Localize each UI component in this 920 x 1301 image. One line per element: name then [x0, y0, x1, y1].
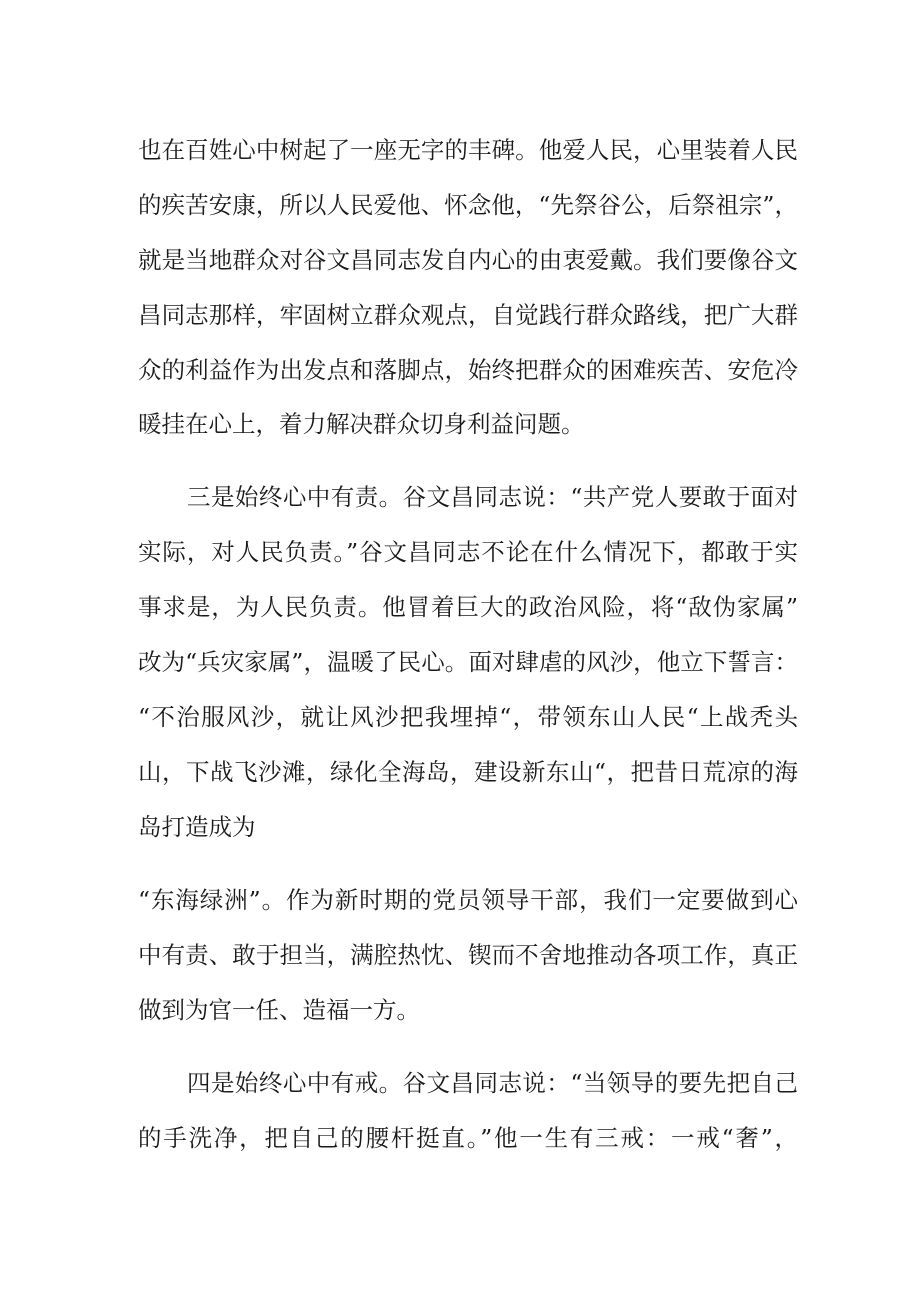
paragraph-2-line-7: 岛打造成为	[138, 813, 256, 841]
paragraph-4-line-2: 的手洗净，把自己的腰杆挺直。”他一生有三戒：一戒“奢”，	[138, 1124, 798, 1152]
paragraph-3-line-1: “东海绿洲”。作为新时期的党员领导干部，我们一定要做到心	[138, 886, 798, 914]
paragraph-1-line-2: 的疾苦安康，所以人民爱他、怀念他，“先祭谷公，后祭祖宗”，	[138, 191, 798, 219]
paragraph-2-line-6: 山，下战飞沙滩，绿化全海岛，建设新东山“，把昔日荒凉的海	[138, 758, 798, 786]
paragraph-3-line-2: 中有责、敢于担当，满腔热忱、锲而不舍地推动各项工作，真正	[138, 941, 798, 969]
paragraph-2-line-3: 事求是，为人民负责。他冒着巨大的政治风险，将“敌伪家属”	[138, 593, 798, 621]
paragraph-2-line-1: 三是始终心中有责。谷文昌同志说：“共产党人要敢于面对	[187, 483, 798, 511]
paragraph-1-line-6: 暖挂在心上，着力解决群众切身利益问题。	[138, 410, 585, 438]
paragraph-2-line-4: 改为“兵灾家属”，温暖了民心。面对肆虐的风沙，他立下誓言：	[138, 648, 798, 676]
paragraph-1-line-5: 众的利益作为出发点和落脚点，始终把群众的困难疾苦、安危冷	[138, 356, 798, 384]
paragraph-2-line-5: “不治服风沙，就让风沙把我埋掉“，带领东山人民“上战秃头	[138, 703, 798, 731]
paragraph-4-line-1: 四是始终心中有戒。谷文昌同志说：“当领导的要先把自己	[187, 1069, 798, 1097]
paragraph-1-line-4: 昌同志那样，牢固树立群众观点，自觉践行群众路线，把广大群	[138, 301, 798, 329]
paragraph-1-line-3: 就是当地群众对谷文昌同志发自内心的由衷爱戴。我们要像谷文	[138, 246, 798, 274]
paragraph-1-line-1: 也在百姓心中树起了一座无字的丰碑。他爱人民，心里装着人民	[138, 136, 798, 164]
paragraph-3-line-3: 做到为官一任、造福一方。	[138, 996, 420, 1024]
paragraph-2-line-2: 实际，对人民负责。”谷文昌同志不论在什么情况下，都敢于实	[138, 538, 798, 566]
